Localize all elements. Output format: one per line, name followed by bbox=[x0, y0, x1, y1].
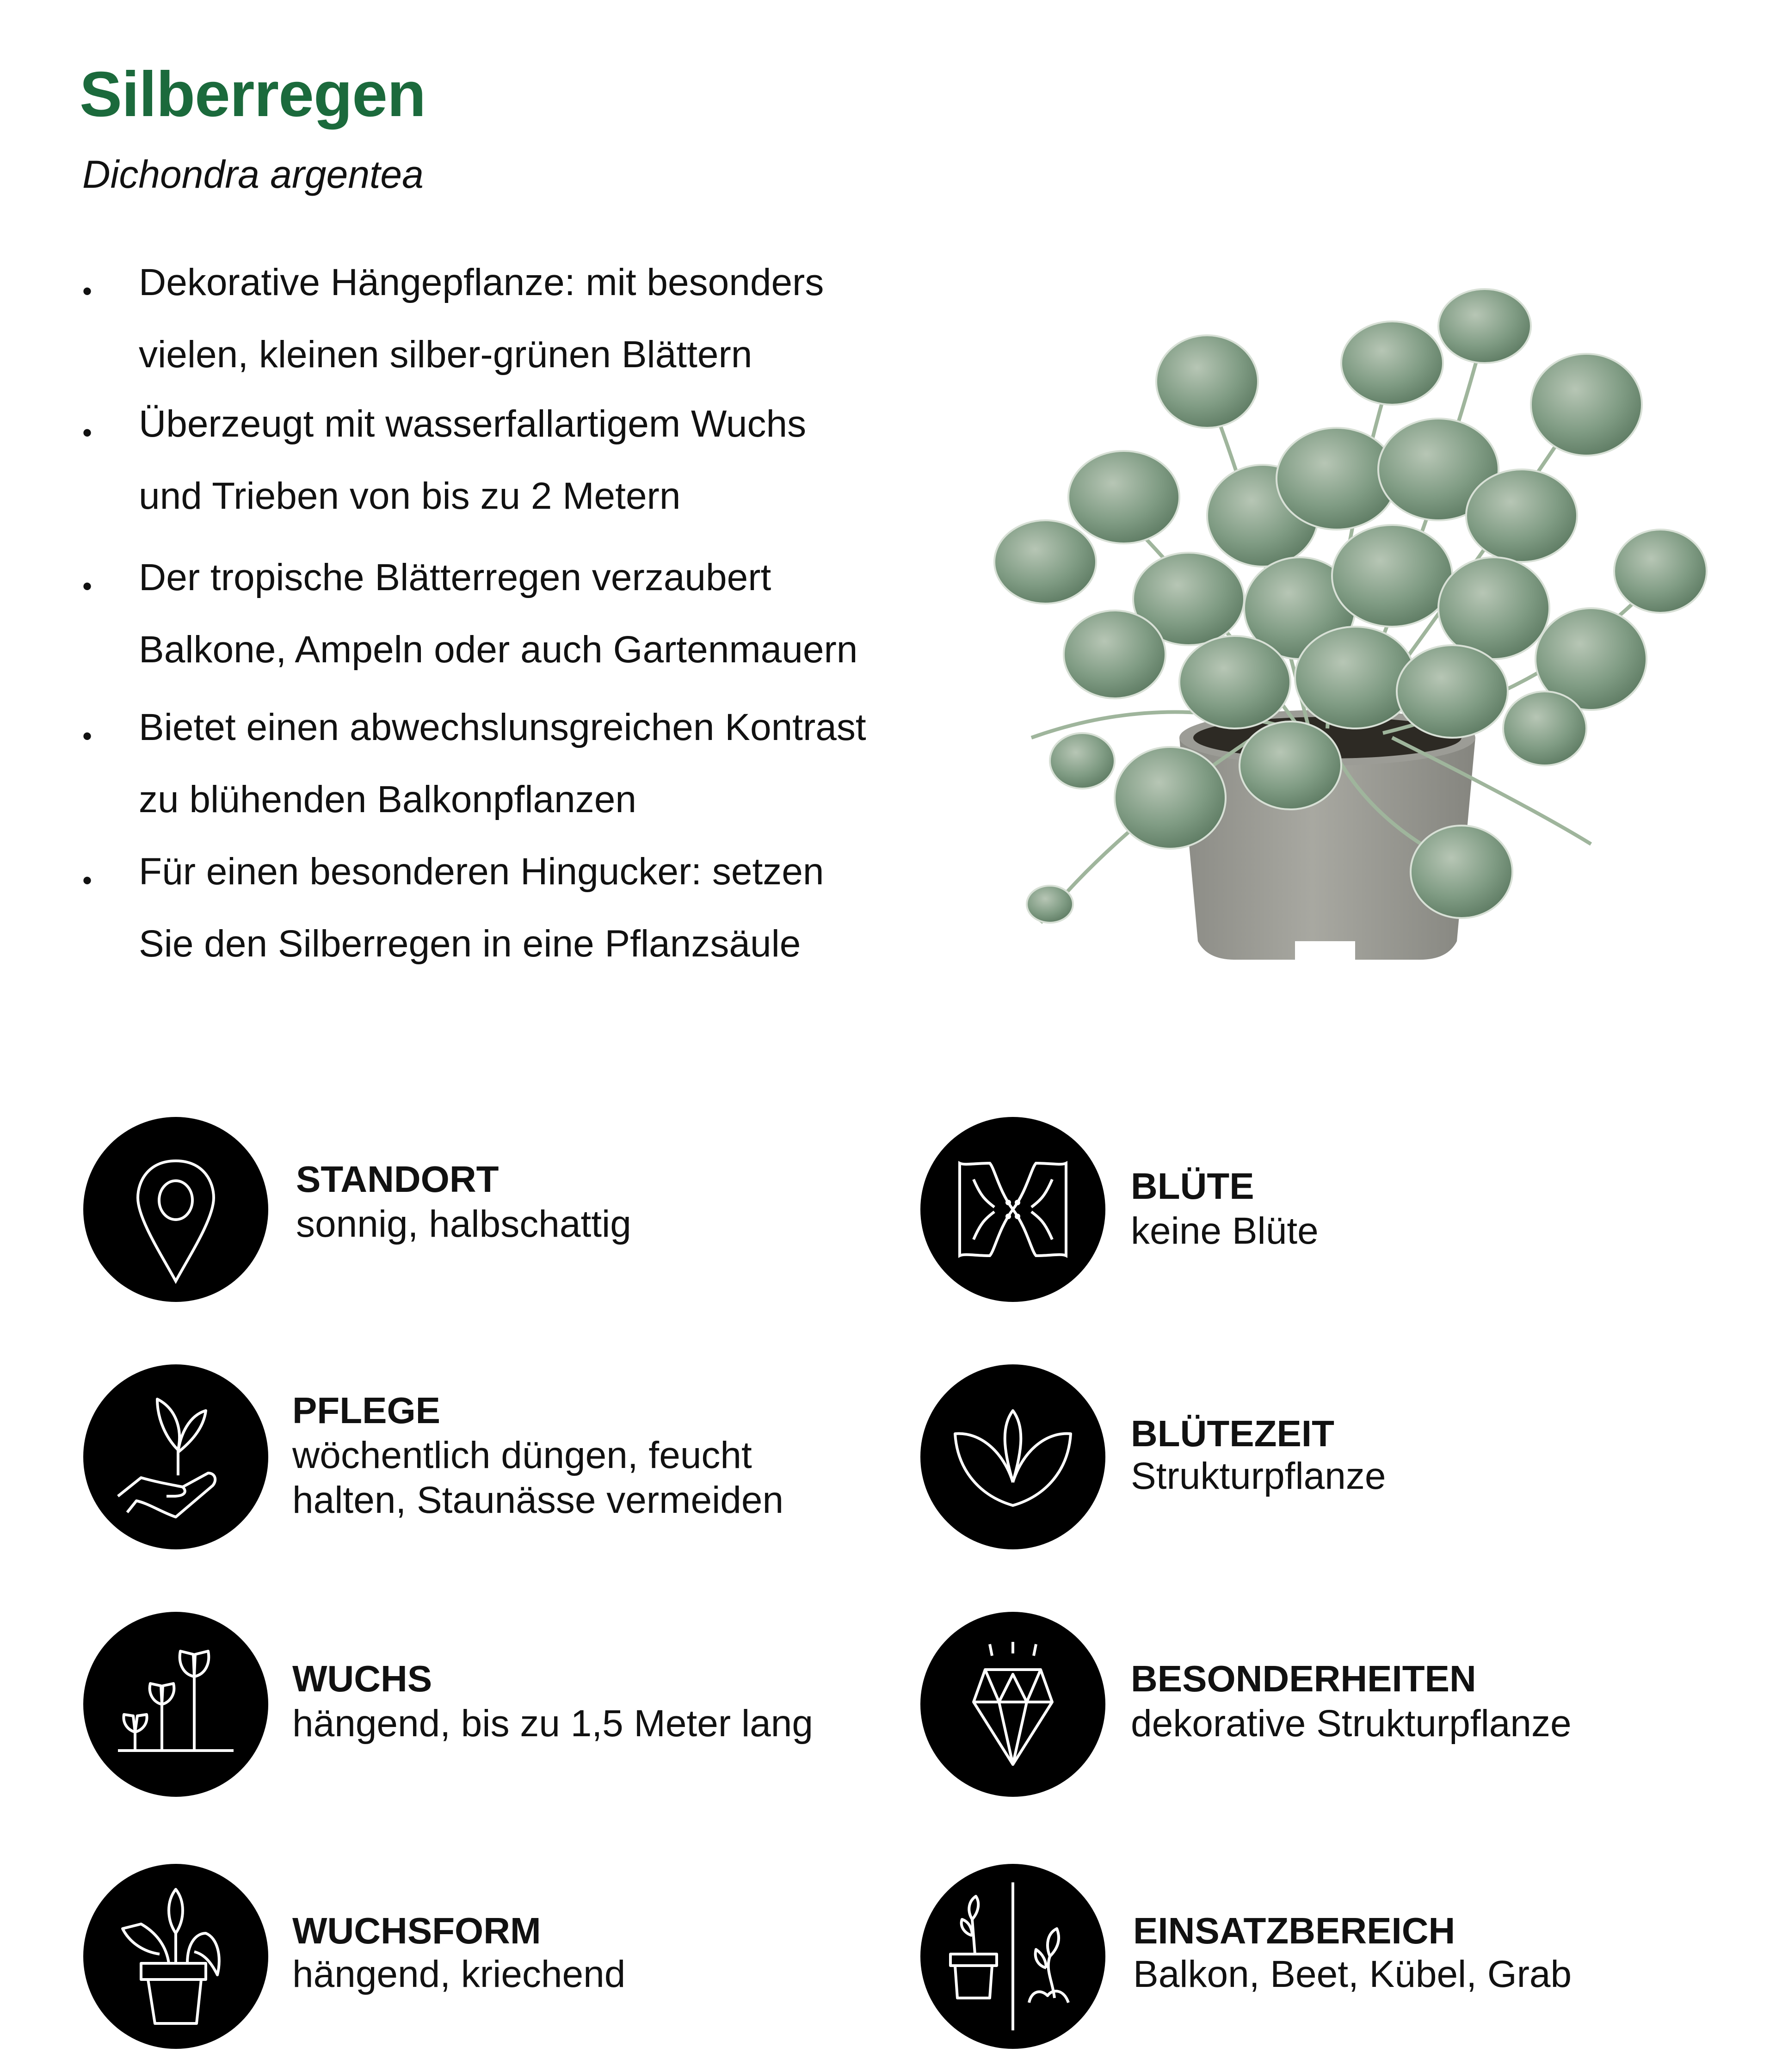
bullet-line: vielen, kleinen silber-grünen Blättern bbox=[139, 333, 752, 376]
hand-seedling-icon bbox=[83, 1364, 268, 1549]
feature-label: BESONDERHEITEN bbox=[1131, 1658, 1476, 1699]
feature-value: sonnig, halbschattig bbox=[296, 1203, 631, 1245]
bullet-line: Dekorative Hängepflanze: mit besonders bbox=[139, 261, 824, 303]
feature-value: dekorative Strukturpflanze bbox=[1131, 1702, 1572, 1745]
bullet-line: Für einen besonderen Hingucker: setzen bbox=[139, 851, 824, 893]
bullet-line: Der tropische Blätterregen verzaubert bbox=[139, 556, 771, 598]
bullet-line: zu blühenden Balkonpflanzen bbox=[139, 778, 636, 820]
page-title: Silberregen bbox=[80, 59, 426, 130]
bullet-line: Sie den Silberregen in eine Pflanzsäule bbox=[139, 923, 801, 965]
feature-label: STANDORT bbox=[296, 1159, 499, 1200]
feature-value: Strukturpflanze bbox=[1131, 1455, 1386, 1497]
bullet-line: Balkone, Ampeln oder auch Gartenmauern bbox=[139, 629, 858, 671]
feature-label: PFLEGE bbox=[292, 1390, 441, 1431]
product-photo bbox=[976, 275, 1753, 974]
feature-value: hängend, bis zu 1,5 Meter lang bbox=[292, 1702, 813, 1745]
pot-and-ground-icon bbox=[920, 1864, 1105, 2049]
bullet-line: und Trieben von bis zu 2 Metern bbox=[139, 475, 681, 517]
feature-label: BLÜTE bbox=[1131, 1166, 1254, 1207]
potted-plant-icon bbox=[83, 1864, 268, 2049]
botanical-name: Dichondra argentea bbox=[82, 153, 424, 196]
bullet-dot: • bbox=[82, 865, 92, 896]
lotus-icon bbox=[920, 1364, 1105, 1549]
feature-value: hängend, kriechend bbox=[292, 1953, 626, 1995]
diamond-icon bbox=[920, 1612, 1105, 1797]
bullet-dot: • bbox=[82, 721, 92, 752]
flower-icon bbox=[920, 1117, 1105, 1302]
feature-value: keine Blüte bbox=[1131, 1210, 1319, 1252]
feature-label: WUCHSFORM bbox=[292, 1910, 541, 1951]
feature-value: Balkon, Beet, Kübel, Grab bbox=[1133, 1953, 1572, 1995]
plant-illustration bbox=[976, 275, 1753, 974]
bullet-dot: • bbox=[82, 417, 92, 448]
feature-label: BLÜTEZEIT bbox=[1131, 1413, 1334, 1454]
feature-value: wöchentlich düngen, feucht bbox=[292, 1434, 752, 1476]
bullet-line: Überzeugt mit wasserfallartigem Wuchs bbox=[139, 403, 807, 445]
feature-label: WUCHS bbox=[292, 1658, 432, 1699]
feature-label: EINSATZBEREICH bbox=[1133, 1910, 1455, 1951]
bullet-dot: • bbox=[82, 571, 92, 602]
location-pin-icon bbox=[83, 1117, 268, 1302]
growth-sprouts-icon bbox=[83, 1612, 268, 1797]
feature-value: halten, Staunässe vermeiden bbox=[292, 1479, 784, 1521]
bullet-line: Bietet einen abwechslunsgreichen Kontrast bbox=[139, 706, 866, 748]
bullet-dot: • bbox=[82, 276, 92, 307]
